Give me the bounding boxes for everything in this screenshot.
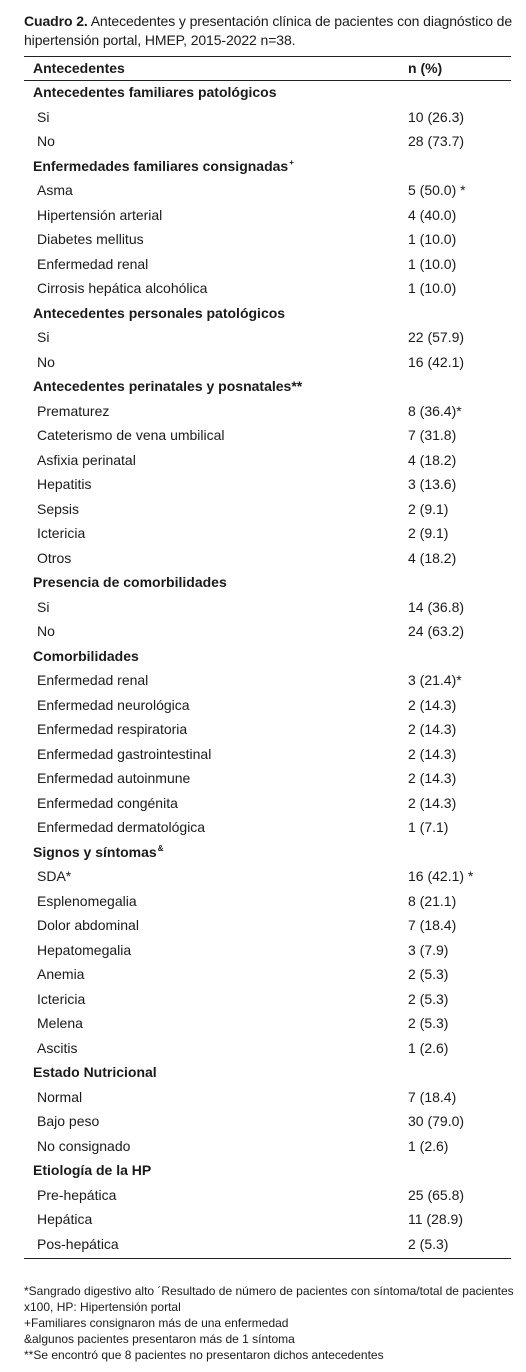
row-value: 1 (10.0) xyxy=(408,231,457,247)
row-label xyxy=(37,423,225,447)
label-text: Sepsis xyxy=(37,500,80,517)
table-row xyxy=(24,1109,511,1133)
section-header-row xyxy=(24,154,511,178)
row-value: 8 (36.4)* xyxy=(408,402,462,419)
section-header-row xyxy=(24,644,511,668)
row-value: 2 (5.3) xyxy=(408,990,449,1007)
row-label xyxy=(37,105,49,129)
footnotes xyxy=(24,1283,514,1363)
label-text: Hepatomegalia xyxy=(37,941,132,958)
label-text: Bajo peso xyxy=(37,1113,100,1129)
row-label xyxy=(37,1109,99,1133)
section-header-row xyxy=(24,374,511,398)
table-row xyxy=(24,668,511,692)
footnote-marker: & xyxy=(157,843,164,853)
row-label xyxy=(37,178,73,202)
row-label xyxy=(37,693,190,717)
label-text: Si xyxy=(37,108,50,125)
row-label xyxy=(37,938,131,962)
table-row xyxy=(24,276,511,300)
table-row xyxy=(24,521,511,545)
row-label xyxy=(37,668,148,692)
row-label xyxy=(37,742,211,766)
row-label xyxy=(37,1183,116,1207)
row-label xyxy=(37,276,207,300)
section-title xyxy=(33,154,294,178)
row-label xyxy=(37,546,71,570)
table-row xyxy=(24,178,511,202)
column-header-n-percent: n (%) xyxy=(408,60,443,76)
table-row xyxy=(24,129,511,153)
row-value: 16 (42.1) * xyxy=(408,868,474,884)
section-title xyxy=(33,1060,157,1084)
table-row xyxy=(24,1011,511,1035)
label-text: No consignado xyxy=(37,1137,131,1154)
label-text: Etiología de la HP xyxy=(33,1162,152,1178)
section-title xyxy=(33,80,277,104)
section-header-row xyxy=(24,80,511,104)
table-row xyxy=(24,448,511,472)
table-row xyxy=(24,423,511,447)
label-text: Enfermedad respiratoria xyxy=(37,721,188,737)
label-text: Cirrosis hepática alcohólica xyxy=(37,280,208,296)
section-header-row xyxy=(24,840,511,864)
label-text: Si xyxy=(37,329,50,345)
table-row xyxy=(24,864,511,888)
label-text: Pos-hepática xyxy=(37,1235,119,1252)
row-value: 28 (73.7) xyxy=(408,133,465,149)
row-value: 1 (2.6) xyxy=(408,1137,449,1154)
row-value: 7 (18.4) xyxy=(408,917,457,933)
footnote: **Se encontró que 8 pacientes no presentaron dichos antecedentes xyxy=(24,1348,384,1362)
label-text: Asma xyxy=(37,182,73,198)
section-title xyxy=(33,301,285,325)
table-row xyxy=(24,791,511,815)
table-row xyxy=(24,203,511,227)
label-text: Enfermedad renal xyxy=(37,672,149,688)
label-text: Si xyxy=(37,598,50,615)
row-label xyxy=(37,472,91,496)
label-text: Diabetes mellitus xyxy=(37,231,144,247)
row-value: 7 (31.8) xyxy=(408,427,457,443)
label-text: Asfixia perinatal xyxy=(37,451,136,468)
label-text: Enfermedad dermatológica xyxy=(37,819,206,835)
section-title xyxy=(33,570,227,594)
row-label xyxy=(37,1134,130,1158)
table-row xyxy=(24,742,511,766)
row-label xyxy=(37,619,55,643)
table-row xyxy=(24,227,511,251)
label-text: No xyxy=(37,133,55,149)
caption-text: Antecedentes y presentación clínica de pacientes con diagnóstico de hipertensión portal, HMEP, 2015-2022 n=38. xyxy=(24,13,513,48)
label-text: No xyxy=(37,623,55,639)
row-label xyxy=(37,325,49,349)
caption-label: Cuadro 2. xyxy=(24,13,88,29)
row-value: 2 (9.1) xyxy=(408,500,449,517)
row-label xyxy=(37,864,71,888)
row-value: 2 (14.3) xyxy=(408,794,457,811)
row-label xyxy=(37,448,136,472)
label-text: Hepatitis xyxy=(37,476,92,492)
row-label xyxy=(37,252,148,276)
label-text: Otros xyxy=(37,549,72,566)
row-label xyxy=(37,913,139,937)
label-text: Hipertensión arterial xyxy=(37,206,163,223)
row-value: 1 (10.0) xyxy=(408,280,457,296)
row-label xyxy=(37,962,84,986)
footnote: +Familiares consignaron más de una enfermedad xyxy=(24,1316,289,1330)
footnote-marker: + xyxy=(289,157,294,167)
table-row xyxy=(24,1134,511,1158)
table-row xyxy=(24,1036,511,1060)
row-value: 3 (21.4)* xyxy=(408,672,462,688)
section-header-row xyxy=(24,570,511,594)
row-value: 1 (2.6) xyxy=(408,1039,449,1056)
label-text: Presencia de comorbilidades xyxy=(33,574,227,590)
row-value: 16 (42.1) xyxy=(408,353,465,370)
row-label xyxy=(37,1085,82,1109)
row-value: 22 (57.9) xyxy=(408,329,465,345)
table-row xyxy=(24,1085,511,1109)
table-row xyxy=(24,546,511,570)
row-label xyxy=(37,521,85,545)
label-text: Prematurez xyxy=(37,402,110,419)
table-row xyxy=(24,399,511,423)
row-label xyxy=(37,1232,119,1256)
table-caption xyxy=(24,12,516,50)
row-label xyxy=(37,399,109,423)
row-label xyxy=(37,203,162,227)
row-label xyxy=(37,815,205,839)
row-label xyxy=(37,1011,83,1035)
table-row xyxy=(24,1207,511,1231)
table-row xyxy=(24,595,511,619)
section-title xyxy=(33,840,163,864)
section-title xyxy=(33,374,302,398)
section-header-row xyxy=(24,301,511,325)
label-text: Hepática xyxy=(37,1211,93,1227)
row-value: 3 (13.6) xyxy=(408,476,457,492)
row-value: 2 (14.3) xyxy=(408,721,457,737)
row-value: 3 (7.9) xyxy=(408,941,449,958)
table-row xyxy=(24,252,511,276)
footnote: *Sangrado digestivo alto ´Resultado de número de pacientes con síntoma/total de pacientes x100, HP: Hipertensión portal xyxy=(24,1284,514,1314)
table-row xyxy=(24,105,511,129)
row-value: 4 (18.2) xyxy=(408,451,457,468)
label-text: Ictericia xyxy=(37,990,86,1007)
row-label xyxy=(37,595,49,619)
table-row xyxy=(24,717,511,741)
table-row xyxy=(24,619,511,643)
label-text: Signos y síntomas xyxy=(33,843,157,860)
bottom-rule xyxy=(24,1258,511,1259)
row-label xyxy=(37,987,85,1011)
table-row xyxy=(24,987,511,1011)
row-value: 24 (63.2) xyxy=(408,623,465,639)
row-value: 2 (14.3) xyxy=(408,770,457,786)
row-value: 2 (14.3) xyxy=(408,745,457,762)
table-row xyxy=(24,815,511,839)
row-label xyxy=(37,1207,92,1231)
label-text: Dolor abdominal xyxy=(37,917,139,933)
table-row xyxy=(24,1232,511,1256)
row-value: 2 (5.3) xyxy=(408,1235,449,1252)
table-row xyxy=(24,693,511,717)
table-row xyxy=(24,497,511,521)
row-label xyxy=(37,766,190,790)
row-value: 2 (5.3) xyxy=(408,1015,449,1031)
label-text: Enfermedad gastrointestinal xyxy=(37,745,212,762)
label-text: SDA* xyxy=(37,868,72,884)
label-text: Enfermedad autoinmune xyxy=(37,770,191,786)
row-value: 25 (65.8) xyxy=(408,1186,465,1203)
label-text: Enfermedad renal xyxy=(37,255,149,272)
label-text: Ascitis xyxy=(37,1039,78,1056)
row-value: 1 (7.1) xyxy=(408,819,449,835)
label-text: Antecedentes personales patológicos xyxy=(33,304,286,321)
table-row xyxy=(24,913,511,937)
label-text: Antecedentes familiares patológicos xyxy=(33,84,277,100)
row-value: 2 (5.3) xyxy=(408,966,449,982)
table-row xyxy=(24,962,511,986)
label-text: Enfermedad congénita xyxy=(37,794,178,811)
row-value: 8 (21.1) xyxy=(408,892,457,909)
label-text: No xyxy=(37,353,55,370)
table-row xyxy=(24,350,511,374)
label-text: Estado Nutricional xyxy=(33,1064,157,1080)
row-value: 5 (50.0) * xyxy=(408,182,466,198)
row-label xyxy=(37,889,137,913)
row-label xyxy=(37,227,144,251)
label-text: Melena xyxy=(37,1015,83,1031)
row-value: 14 (36.8) xyxy=(408,598,465,615)
label-text: Ictericia xyxy=(37,525,86,541)
section-title xyxy=(33,644,139,668)
row-value: 2 (14.3) xyxy=(408,696,457,713)
table-row xyxy=(24,472,511,496)
label-text: Pre-hepática xyxy=(37,1186,117,1203)
table-row xyxy=(24,889,511,913)
label-text: Comorbilidades xyxy=(33,647,139,664)
section-title xyxy=(33,1158,151,1182)
label-text: Enfermedad neurológica xyxy=(37,696,190,713)
footnote: &algunos pacientes presentaron más de 1 síntoma xyxy=(24,1332,295,1346)
label-text: Anemia xyxy=(37,966,85,982)
row-label xyxy=(37,717,187,741)
row-label xyxy=(37,497,79,521)
row-value: 10 (26.3) xyxy=(408,108,465,125)
row-value: 4 (18.2) xyxy=(408,549,457,566)
table-row xyxy=(24,938,511,962)
label-text: Esplenomegalia xyxy=(37,892,137,909)
row-value: 4 (40.0) xyxy=(408,206,457,223)
table-row xyxy=(24,1183,511,1207)
label-text: Normal xyxy=(37,1088,83,1105)
row-value: 11 (28.9) xyxy=(408,1211,463,1227)
row-label xyxy=(37,350,55,374)
table-row xyxy=(24,766,511,790)
section-header-row xyxy=(24,1158,511,1182)
table-header xyxy=(24,56,511,80)
row-value: 7 (18.4) xyxy=(408,1088,457,1105)
row-label xyxy=(37,791,178,815)
table-row xyxy=(24,325,511,349)
row-value: 1 (10.0) xyxy=(408,255,457,272)
label-text: Enfermedades familiares consignadas xyxy=(33,157,289,174)
row-label xyxy=(37,1036,77,1060)
label-text: Antecedentes perinatales y posnatales** xyxy=(33,378,303,394)
row-label xyxy=(37,129,55,153)
section-header-row xyxy=(24,1060,511,1084)
row-value: 2 (9.1) xyxy=(408,525,449,541)
column-header-antecedentes: Antecedentes xyxy=(33,60,125,76)
label-text: Cateterismo de vena umbilical xyxy=(37,427,225,443)
row-value: 30 (79.0) xyxy=(408,1113,465,1129)
